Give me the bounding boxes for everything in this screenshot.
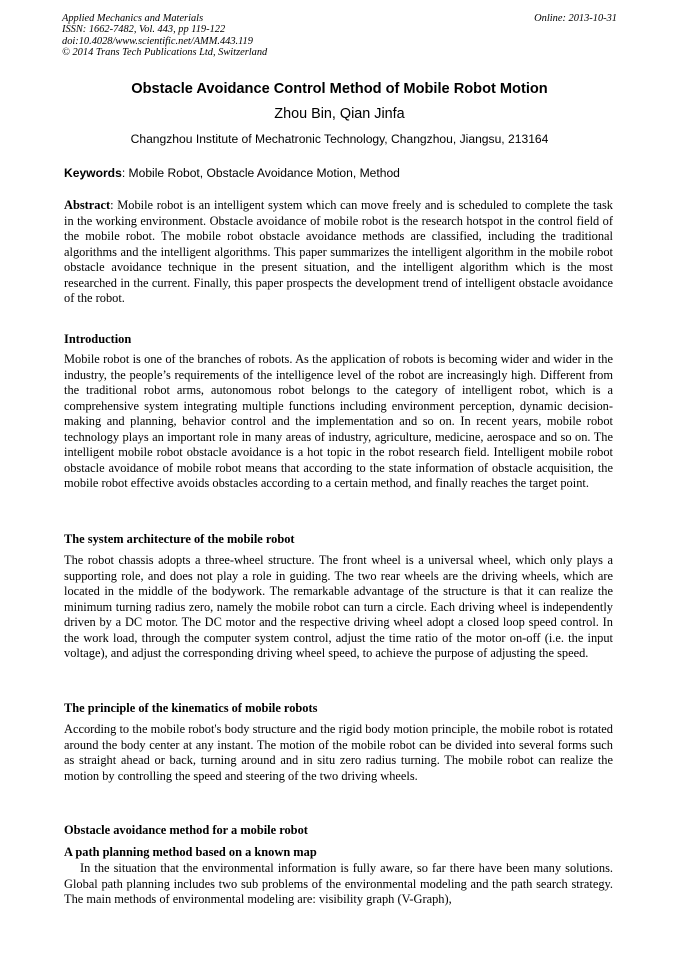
doi-line: doi:10.4028/www.scientific.net/AMM.443.119 <box>62 35 253 47</box>
section-heading-introduction: Introduction <box>64 332 132 346</box>
paper-title: Obstacle Avoidance Control Method of Mobile Robot Motion <box>131 81 548 97</box>
journal-name: Applied Mechanics and Materials <box>62 13 204 24</box>
issn-line: ISSN: 1662-7482, Vol. 443, pp 119-122 <box>62 24 226 36</box>
keywords-label: Keywords <box>64 166 122 180</box>
subsection-heading-path-planning: A path planning method based on a known map <box>64 845 317 859</box>
kinematics-paragraph: According to the mobile robot's body structure and the rigid body motion principle, the mobile robot is rotated around the body center at any instant. The motion of the mobile robot can be divided into several forms such as straight ahead or back, turning around and in situ zero radius turning. The mobile robot can realize the motion by controlling the speed and steering of the two driving wheels. <box>64 722 613 783</box>
abstract-label: Abstract <box>64 198 111 212</box>
paper-authors: Zhou Bin, Qian Jinfa <box>274 106 405 122</box>
paper-affiliation: Changzhou Institute of Mechatronic Technology, Changzhou, Jiangsu, 213164 <box>130 132 549 146</box>
keywords-text: : Mobile Robot, Obstacle Avoidance Motion, Method <box>121 166 400 180</box>
section-heading-kinematics: The principle of the kinematics of mobile robots <box>64 701 318 715</box>
path-planning-paragraph: In the situation that the environmental information is fully aware, so far there have been many solutions. Global path planning includes two sub problems of the environmental modeling and the path search strategy. The main methods of environmental modeling are: visibility graph (V-Graph), <box>64 861 613 906</box>
copyright-line: © 2014 Trans Tech Publications Ltd, Switzerland <box>62 47 268 59</box>
online-date: Online: 2013-10-31 <box>534 13 617 24</box>
keywords-line <box>64 165 617 181</box>
architecture-paragraph: The robot chassis adopts a three-wheel structure. The front wheel is a universal wheel, which only plays a supporting role, and does not play a role in guiding. The two rear wheels are the driving wheels, which are located in the middle of the bodywork. The remarkable advantage of the structure is that it can realize the minimum turning radius zero, namely the mobile robot can turn a circle. Each driving wheel is independently driven by a DC motor. The DC motor and the respective driving wheel adopt a closed loop speed control. In the work load, through the computer system control, adjust the time ratio of the motor on-off (i.e. the input voltage), and adjust the corresponding driving wheel speed, to achieve the purpose of adjusting the speed. <box>64 553 613 660</box>
section-heading-obstacle-avoidance: Obstacle avoidance method for a mobile robot <box>64 823 308 837</box>
abstract <box>64 198 613 307</box>
introduction-paragraph: Mobile robot is one of the branches of robots. As the application of robots is becoming wider and wider in the industry, the people’s requirements of the intelligence level of the robot are increasingly high. Different from the traditional robot arms, autonomous robot belongs to the category of intelligent robot, which is a comprehensive system integrating multiple functions including environment perception, dynamic decision-making and planning, behavior control and the implementation and so on. In recent years, mobile robot technology plays an important role in many areas of industry, agriculture, medicine, aerospace and so on. The intelligent mobile robot obstacle avoidance is a hot topic in the robot research field. Intelligent mobile robot obstacle avoidance of mobile robot means that according to the state information of obstacle acquisition, the mobile robot effective avoids obstacles according to a certain method, and finally reaches the target point. <box>64 352 613 490</box>
section-heading-architecture: The system architecture of the mobile robot <box>64 532 295 546</box>
journal-header <box>62 13 617 59</box>
abstract-text: : Mobile robot is an intelligent system which can move freely and is scheduled to complete the task in the working environment. Obstacle avoidance of mobile robot is the research hotspot in the control field of the mobile robot. The mobile robot obstacle avoidance methods are classified, including the traditional algorithms and the intelligent algorithms. This paper summarizes the intelligent algorithm in the mobile robot obstacle avoidance technique in the present situation, and the intelligent algorithm which is the most researched in the current. Finally, this paper prospects the development trend of intelligent obstacle avoidance of the robot. <box>64 198 613 305</box>
